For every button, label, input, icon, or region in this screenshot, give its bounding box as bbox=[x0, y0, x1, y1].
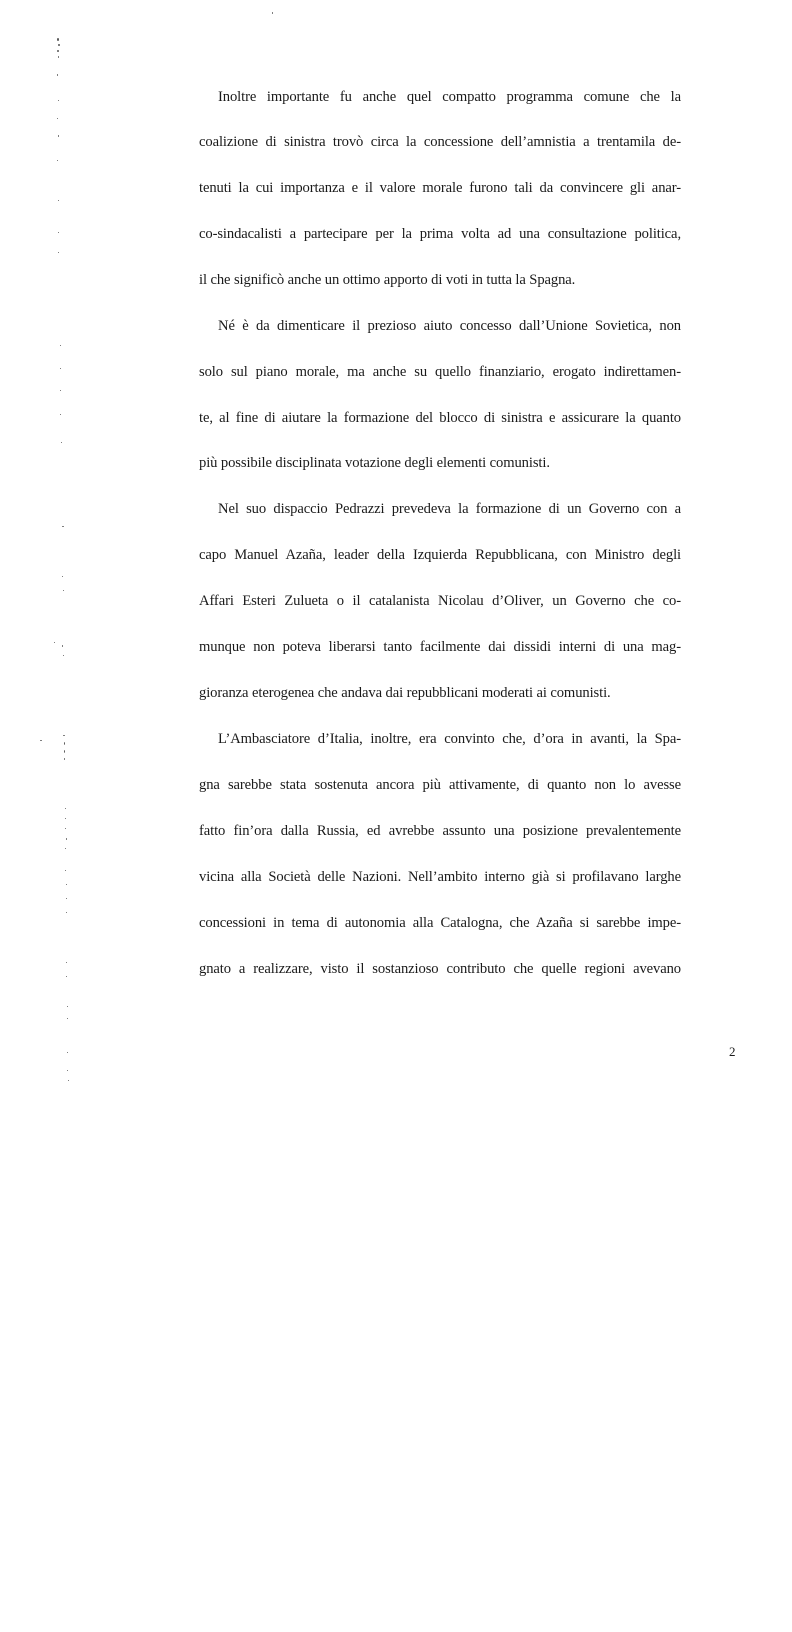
text-line: concessioni in tema di autonomia alla Catalogna, che Azaña si sarebbe impe- bbox=[199, 915, 681, 931]
text-line: tenuti la cui importanza e il valore morale furono tali da convincere gli anar- bbox=[199, 180, 681, 196]
text-line: fatto fin’ora dalla Russia, ed avrebbe assunto una posizione prevalentemente bbox=[199, 823, 681, 839]
text-line: vicina alla Società delle Nazioni. Nell’ambito interno già si profilavano larghe bbox=[199, 869, 681, 885]
text-line: Affari Esteri Zulueta o il catalanista Nicolau d’Oliver, un Governo che co- bbox=[199, 593, 681, 609]
text-line: più possibile disciplinata votazione degli elementi comunisti. bbox=[199, 455, 550, 471]
text-line: coalizione di sinistra trovò circa la concessione dell’amnistia a trentamila de- bbox=[199, 134, 681, 150]
text-line: gna sarebbe stata sostenuta ancora più attivamente, di quanto non lo avesse bbox=[199, 777, 681, 793]
text-line: il che significò anche un ottimo apporto di voti in tutta la Spagna. bbox=[199, 272, 576, 288]
text-line: Inoltre importante fu anche quel compatto programma comune che la bbox=[218, 89, 681, 105]
text-line: munque non poteva liberarsi tanto facilmente dai dissidi interni di una mag- bbox=[199, 639, 681, 655]
text-line: co-sindacalisti a partecipare per la prima volta ad una consultazione politica, bbox=[199, 226, 681, 242]
text-line: gioranza eterogenea che andava dai repubblicani moderati ai comunisti. bbox=[199, 685, 611, 701]
text-line: Né è da dimenticare il prezioso aiuto concesso dall’Unione Sovietica, non bbox=[218, 318, 681, 334]
text-line: capo Manuel Azaña, leader della Izquierda Repubblicana, con Ministro degli bbox=[199, 547, 681, 563]
text-line: te, al fine di aiutare la formazione del blocco di sinistra e assicurare la quanto bbox=[199, 410, 681, 426]
text-line: Nel suo dispaccio Pedrazzi prevedeva la formazione di un Governo con a bbox=[218, 501, 681, 517]
text-line: L’Ambasciatore d’Italia, inoltre, era convinto che, d’ora in avanti, la Spa- bbox=[218, 731, 681, 747]
text-line: solo sul piano morale, ma anche su quello finanziario, erogato indirettamen- bbox=[199, 364, 681, 380]
text-line: gnato a realizzare, visto il sostanzioso contributo che quelle regioni avevano bbox=[199, 961, 681, 977]
page-number: 2 bbox=[729, 1044, 736, 1059]
